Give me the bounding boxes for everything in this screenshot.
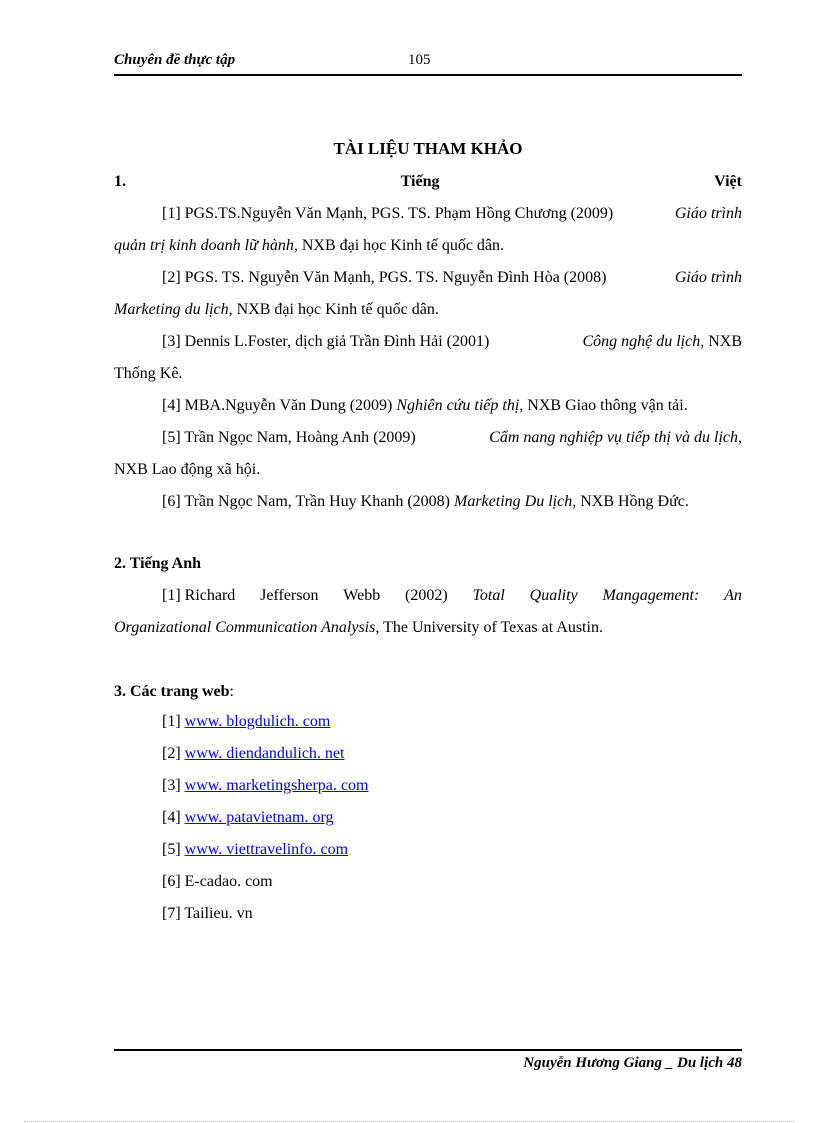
page-bottom-divider: [24, 1121, 794, 1122]
ref-title: Marketing du lịch,: [114, 301, 233, 318]
reference-vi-3-cont: [114, 364, 182, 384]
header-title: Chuyên đề thực tập: [114, 52, 236, 68]
footer-author: Nguyễn Hương Giang _ Du lịch 48: [523, 1055, 742, 1071]
ref-label: [6]: [162, 493, 181, 510]
website-link[interactable]: www. patavietnam. org: [184, 809, 334, 826]
reference-vi-2-cont: [114, 300, 439, 320]
ref-title: quản trị kinh doanh lữ hành,: [114, 237, 298, 254]
reference-en-1-cont: [114, 618, 603, 638]
reference-vi-6: [162, 492, 689, 512]
website-link[interactable]: www. diendandulich. net: [184, 745, 345, 762]
ref-title: Giáo trình: [674, 205, 742, 222]
website-item-3: [162, 776, 368, 796]
website-text: Tailieu. vn: [184, 905, 253, 922]
ref-publisher: NXB Giao thông vận tải.: [527, 397, 688, 414]
ref-label: [4]: [162, 397, 181, 414]
ref-title: Organizational Communication Analysis,: [114, 619, 380, 636]
ref-title: Giáo trình: [674, 269, 742, 286]
ref-title: Công nghệ du lịch: [582, 333, 701, 350]
website-item-2: [162, 744, 344, 764]
ref-publisher: NXB đại học Kinh tế quốc dân.: [236, 301, 439, 318]
page-header: [114, 52, 742, 76]
section-heading-websites: [114, 682, 234, 702]
section-word: Tiếng: [400, 173, 440, 190]
website-label: [3]: [162, 777, 181, 794]
website-item-5: [162, 840, 348, 860]
ref-word: (2002): [405, 587, 448, 604]
ref-publisher: The University of Texas at Austin.: [383, 619, 603, 636]
section-number: 1.: [114, 173, 126, 190]
ref-authors: Dennis L.Foster, dịch giả Trần Đình Hải (2001): [184, 333, 490, 350]
website-label: [1]: [162, 713, 181, 730]
ref-label: [2]: [162, 269, 181, 286]
ref-word: Mangagement:: [602, 587, 700, 604]
reference-vi-1: [162, 204, 742, 224]
reference-vi-2: [162, 268, 742, 288]
section-heading-vietnamese: [114, 172, 742, 192]
reference-vi-5-cont: [114, 460, 260, 480]
ref-word: An: [724, 587, 742, 604]
website-label: [4]: [162, 809, 181, 826]
ref-word: Webb: [343, 587, 381, 604]
website-item-1: [162, 712, 330, 732]
ref-label: [1]: [162, 587, 181, 604]
website-label: [6]: [162, 873, 181, 890]
ref-publisher: NXB Lao động xã hội.: [114, 461, 261, 478]
website-label: [7]: [162, 905, 181, 922]
ref-word: Jefferson: [260, 587, 319, 604]
ref-word: Richard: [184, 587, 236, 604]
ref-authors: PGS. TS. Nguyễn Văn Mạnh, PGS. TS. Nguyễn Đình Hòa (2008): [184, 269, 607, 286]
section-word: Việt: [714, 173, 742, 190]
ref-publisher: , NXB Hồng Đức.: [572, 493, 689, 510]
website-label: [5]: [162, 841, 181, 858]
ref-publisher: , NXB: [700, 333, 742, 350]
ref-label: [3]: [162, 333, 181, 350]
reference-vi-5: [162, 428, 742, 448]
ref-authors: PGS.TS.Nguyễn Văn Mạnh, PGS. TS. Phạm Hồng Chương (2009): [184, 205, 614, 222]
reference-vi-4: [162, 396, 688, 416]
website-item-4: [162, 808, 334, 828]
reference-en-1: [162, 586, 742, 606]
ref-label: [5]: [162, 429, 181, 446]
ref-title: Marketing Du lịch: [454, 493, 573, 510]
section-heading-english: 2. Tiếng Anh: [114, 555, 202, 572]
ref-word: Total: [472, 587, 505, 604]
ref-publisher: NXB đại học Kinh tế quốc dân.: [301, 237, 505, 254]
page-title: TÀI LIỆU THAM KHẢO: [333, 139, 523, 158]
website-label: [2]: [162, 745, 181, 762]
ref-authors: Trần Ngọc Nam, Hoàng Anh (2009): [184, 429, 416, 446]
website-link[interactable]: www. blogdulich. com: [184, 713, 331, 730]
ref-title: Nghiên cứu tiếp thị,: [396, 397, 524, 414]
website-item-7: [162, 904, 253, 924]
section-heading-colon: :: [229, 683, 234, 700]
website-link[interactable]: www. marketingsherpa. com: [184, 777, 369, 794]
ref-title: Cẩm nang nghiệp vụ tiếp thị và du lịch,: [489, 429, 742, 446]
section-heading-text: 3. Các trang web: [114, 683, 230, 700]
reference-vi-3: [162, 332, 742, 352]
page-number: 105: [408, 52, 431, 68]
website-text: E-cadao. com: [184, 873, 273, 890]
website-link[interactable]: www. viettravelinfo. com: [184, 841, 349, 858]
ref-word: Quality: [529, 587, 578, 604]
reference-vi-1-cont: [114, 236, 504, 256]
ref-authors: Trần Ngọc Nam, Trần Huy Khanh (2008): [184, 493, 450, 510]
ref-publisher: Thống Kê.: [114, 365, 183, 382]
page-footer: [114, 1049, 742, 1071]
ref-authors: MBA.Nguyễn Văn Dung (2009): [184, 397, 393, 414]
ref-label: [1]: [162, 205, 181, 222]
website-item-6: [162, 872, 273, 892]
